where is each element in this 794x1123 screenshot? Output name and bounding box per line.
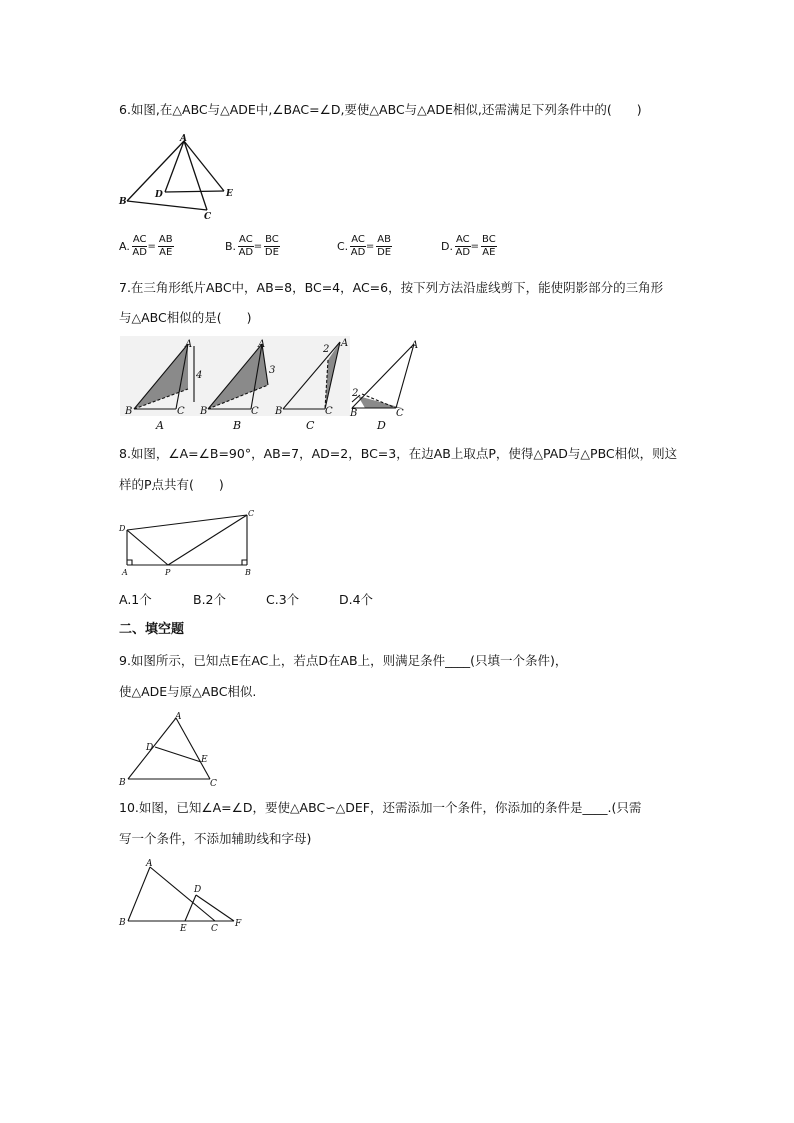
q7-figures (120, 336, 440, 432)
svg-text:A: A (411, 340, 419, 351)
q8-option-c: C.3个 (266, 592, 300, 607)
q6-text: 6.如图,在△ABC与△ADE中,∠BAC=∠D,要使△ABC与△ADE相似,还需满足下列条件中的( ) (119, 102, 642, 117)
svg-text:C: C (325, 406, 333, 417)
q7-text-line1: 7.在三角形纸片ABC中，AB=8，BC=4，AC=6，按下列方法沿虚线剪下，能使阴影部分的三角形 (119, 280, 664, 295)
svg-text:C: C (248, 509, 255, 518)
svg-text:C: C (396, 408, 404, 419)
svg-text:C: C (251, 406, 259, 417)
svg-text:P: P (165, 568, 171, 577)
q9-text-line1: 9.如图所示，已知点E在AC上，若点D在AB上，则满足条件____(只填一个条件)， (119, 653, 568, 668)
q10-figure (118, 855, 250, 935)
section-title: 二、填空题 (119, 622, 185, 637)
svg-text:D: D (146, 743, 154, 753)
q7-mark-c: 2 (323, 344, 330, 355)
q6-option-b: B. $\frac{AC}{AD}$ = $\frac{BC}{DE}$ (225, 234, 279, 258)
svg-text:A: A (341, 338, 349, 349)
q6-label-b: B (119, 197, 127, 207)
q7-caption-b: B (233, 419, 242, 432)
q7-caption-c: C (306, 419, 315, 432)
svg-text:A: A (175, 712, 182, 722)
q8-text-line2: 样的P点共有( ) (119, 477, 224, 492)
svg-text:C: C (177, 406, 185, 417)
q7-mark-d: 2 (352, 388, 359, 399)
svg-text:E: E (180, 924, 187, 934)
q8-text-line1: 8.如图，∠A=∠B=90°，AB=7，AD=2，BC=3，在边AB上取点P，使得△PAD与△PBC相似，则这 (119, 446, 678, 461)
q7-mark-a: 4 (196, 370, 203, 381)
svg-text:B: B (245, 568, 251, 577)
q8-option-d: D.4个 (339, 592, 374, 607)
svg-text:E: E (201, 755, 208, 765)
q7-mark-b: 3 (269, 365, 276, 376)
q10-text-line2: 写一个条件，不添加辅助线和字母) (119, 831, 312, 846)
q8-option-b: B.2个 (193, 592, 227, 607)
svg-text:B: B (119, 778, 126, 788)
q6-label-c: C (204, 212, 212, 220)
svg-text:C: C (211, 924, 218, 934)
svg-text:D: D (194, 885, 202, 895)
q7-caption-d: D (377, 419, 386, 432)
q8-option-a: A.1个 (119, 592, 152, 607)
q8-figure (118, 507, 260, 577)
q7-figure-d (349, 336, 440, 419)
q6-label-a: A (180, 134, 187, 144)
svg-text:B: B (125, 406, 133, 417)
svg-text:A: A (258, 339, 266, 350)
svg-text:B: B (275, 406, 283, 417)
q6-figure (118, 134, 238, 220)
q6-option-d: D. $\frac{AC}{AD}$ = $\frac{BC}{AE}$ (441, 234, 496, 258)
svg-text:A: A (185, 339, 193, 350)
q6-label-e: E (226, 189, 233, 199)
svg-text:C: C (210, 779, 217, 788)
svg-text:B: B (119, 918, 126, 928)
q6-option-c: C. $\frac{AC}{AD}$ = $\frac{AB}{DE}$ (337, 234, 392, 258)
svg-text:D: D (119, 524, 126, 533)
q6-label-d: D (155, 190, 163, 200)
svg-text:A: A (122, 568, 128, 577)
svg-text:B: B (200, 406, 208, 417)
q7-text-line2: 与△ABC相似的是( ) (119, 310, 252, 325)
q7-caption-a: A (156, 419, 164, 432)
q9-text-line2: 使△ADE与原△ABC相似. (119, 684, 257, 699)
svg-text:A: A (146, 859, 153, 869)
svg-text:B: B (350, 408, 358, 419)
q6-option-a: A. $\frac{AC}{AD}$ = $\frac{AB}{AE}$ (119, 234, 173, 258)
q9-figure (118, 710, 222, 788)
svg-text:F: F (235, 919, 242, 929)
q10-text-line1: 10.如图，已知∠A=∠D，要使△ABC∽△DEF，还需添加一个条件，你添加的条件是____.(只需 (119, 800, 642, 815)
